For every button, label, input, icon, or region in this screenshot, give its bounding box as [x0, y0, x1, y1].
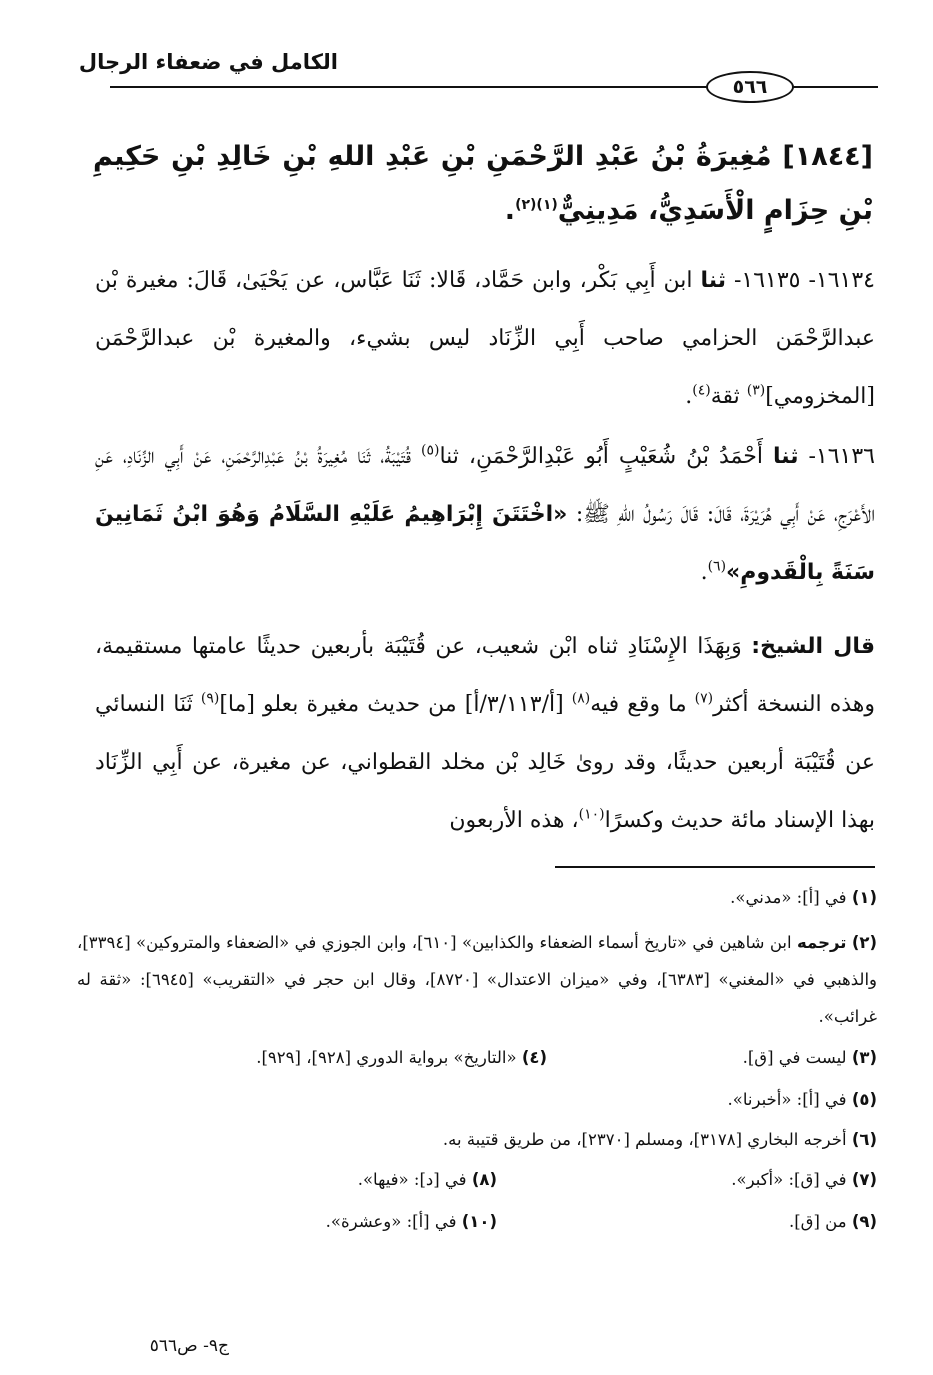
paragraph-text: أَحْمَدُ بْنُ شُعَيْبٍ أَبُو عَبْدِالرَّحْمَنِ، ثنا: [439, 444, 763, 469]
shaykh-label: قال الشيخ:: [751, 634, 875, 659]
footnote-5: [728, 1086, 878, 1114]
footnote-text: في [أ]: «أخبرنا».: [727, 1090, 847, 1109]
thana-keyword: ثنا: [700, 268, 727, 293]
footnote-number: (٩): [851, 1212, 877, 1231]
footnote-ref: (١)(٢): [515, 197, 558, 213]
hadith-text: «اخْتَتَنَ إِبْرَاهِيمُ عَلَيْهِ السَّلَامُ وَهُوَ ابْنُ ثَمَانِينَ سَنَةً بِالْقَدومِ»: [95, 502, 875, 585]
footnote-number: (٨): [471, 1170, 497, 1189]
footnote-ref: (٣): [746, 382, 766, 399]
footnote-text: «التاريخ» برواية الدوري [٩٢٨]، [٩٢٩].: [256, 1048, 517, 1067]
footnote-ref: (١٠): [578, 806, 605, 823]
footnote-text: في [أ]: «مدني».: [730, 888, 847, 907]
entry-heading-text: [١٨٤٤] مُغِيرَةُ بْنُ عَبْدِ الرَّحْمَنِ بْنِ عَبْدِ اللهِ بْنِ خَالِدِ بْنِ حَكِيمِ بْنِ حِزَامٍ الْأَسَدِيُّ، مَدِينِيٌّ: [93, 141, 873, 226]
footnote-text: في [أ]: «وعشرة».: [325, 1212, 457, 1231]
footnote-text: أخرجه البخاري [٣١٧٨]، ومسلم [٢٣٧٠]، من طريق قتيبة به.: [442, 1130, 847, 1149]
footnote-number: (٥): [851, 1090, 877, 1109]
paragraph-text: [أ/٣/١١٣/أ] من حديث مغيرة بعلو [ما]: [219, 692, 564, 717]
page-number: ٥٦٦: [706, 71, 794, 103]
paragraph-text: ابن أَبِي بَكْر، وابن حَمَّاد، قَالا: ثَنَا عَبَّاس، عن يَحْيَىٰ، قَالَ: مغيرة بْن عبدالرَّحْمَن الحزامي صاحب أَبِي الزِّنَاد ليس بشيء، والمغيرة بْن عبدالرَّحْمَن [المخزومي]: [95, 268, 875, 409]
footnote-text: ليست في [ق].: [742, 1048, 847, 1067]
footnote-ref: (٧): [694, 690, 714, 707]
footnote-number: (٣): [851, 1048, 877, 1067]
footnote-number: (٧): [851, 1170, 877, 1189]
footnote-number: (٤): [521, 1048, 547, 1067]
footnote-text: من [ق].: [789, 1212, 847, 1231]
footnote-ref: (٩): [200, 690, 220, 707]
paragraph-text: قُتَيْبَةُ، ثَنَا مُغِيرَةُ بْنُ عَبْدِالرَّحْمَنِ، عَنْ أَبِي الزِّنَادِ، عَنِ الأَعْرَجِ، عَنْ أَبِي هُرَيْرَةَ، قَالَ: قَالَ رَسُولُ اللهِ ﷺ:: [95, 444, 875, 527]
paragraph-text: ثقة: [710, 384, 740, 409]
footnote-ref: (٤): [692, 382, 711, 399]
paragraph-text: .: [700, 560, 708, 585]
paragraph-16136: [95, 428, 875, 602]
paragraph-16134: [95, 252, 875, 426]
footnote-1: [730, 884, 877, 912]
footnote-text: في [ق]: «أكبر».: [731, 1170, 847, 1189]
footnote-ref: (٦): [707, 558, 727, 575]
footnote-text: ابن شاهين في «تاريخ أسماء الضعفاء والكذابين» [٦١٠]، وابن الجوزي في «الضعفاء والمتروكين» [٣٣٩٤]، والذهبي في «المغني» [٦٣٨٣]، وفي «ميزان الاعتدال» [٨٧٢٠]، وقال ابن حجر في «التقريب» [٦٩٤٥]: «ثقة له غرائب».: [77, 933, 877, 1026]
thana-keyword: ثنا: [772, 444, 799, 469]
footnote-number: (٦): [851, 1130, 877, 1149]
hadith-numbers: ١٦١٣٤- ١٦١٣٥-: [733, 268, 875, 293]
paragraph-text: ، هذه الأربعون: [449, 808, 579, 833]
footnote-2: [77, 924, 877, 1035]
footnote-number: (١٠): [461, 1212, 497, 1231]
footnote-9: [789, 1208, 877, 1236]
footnote-ref: (٥): [420, 442, 440, 459]
entry-heading-end: .: [504, 195, 516, 226]
footnote-text: في [د]: «فيها».: [357, 1170, 467, 1189]
footer-volume-page: ج٩- ص٥٦٦: [149, 1336, 229, 1356]
footnote-8: [358, 1166, 497, 1194]
book-title: الكامل في ضعفاء الرجال: [78, 50, 338, 74]
footnote-6: [443, 1126, 877, 1154]
footnote-ref: (٨): [571, 690, 591, 707]
hadith-number: ١٦١٣٦-: [808, 444, 875, 469]
footnote-3: [743, 1044, 877, 1072]
footnote-10: [326, 1208, 497, 1236]
entry-heading: [93, 130, 873, 238]
footnote-number: (١): [851, 888, 877, 907]
footnote-lead: ترجمه: [797, 933, 847, 952]
footnote-4: [256, 1044, 547, 1072]
paragraph-text: .: [685, 384, 693, 409]
paragraph-shaykh: [95, 618, 875, 850]
footnote-number: (٢): [851, 933, 877, 952]
footnote-rule: [555, 866, 875, 868]
paragraph-text: ثَنَا النسائي عن قُتَيْبَة أربعين حديثًا، وقد روىٰ خَالِد بْن مخلد القطواني، عن مغيرة، عن أَبِي الزِّنَاد بهذا الإسناد مائة حديث وكسرًا: [95, 692, 875, 833]
paragraph-text: وَبِهَذَا الإِسْنَادِ ثناه ابْن شعيب، عن قُتَيْبَة بأربعين حديثًا عامتها مستقيمة، وهذه النسخة أكثر: [95, 634, 875, 717]
paragraph-text: ما وقع فيه: [590, 692, 687, 717]
footnote-7: [731, 1166, 877, 1194]
